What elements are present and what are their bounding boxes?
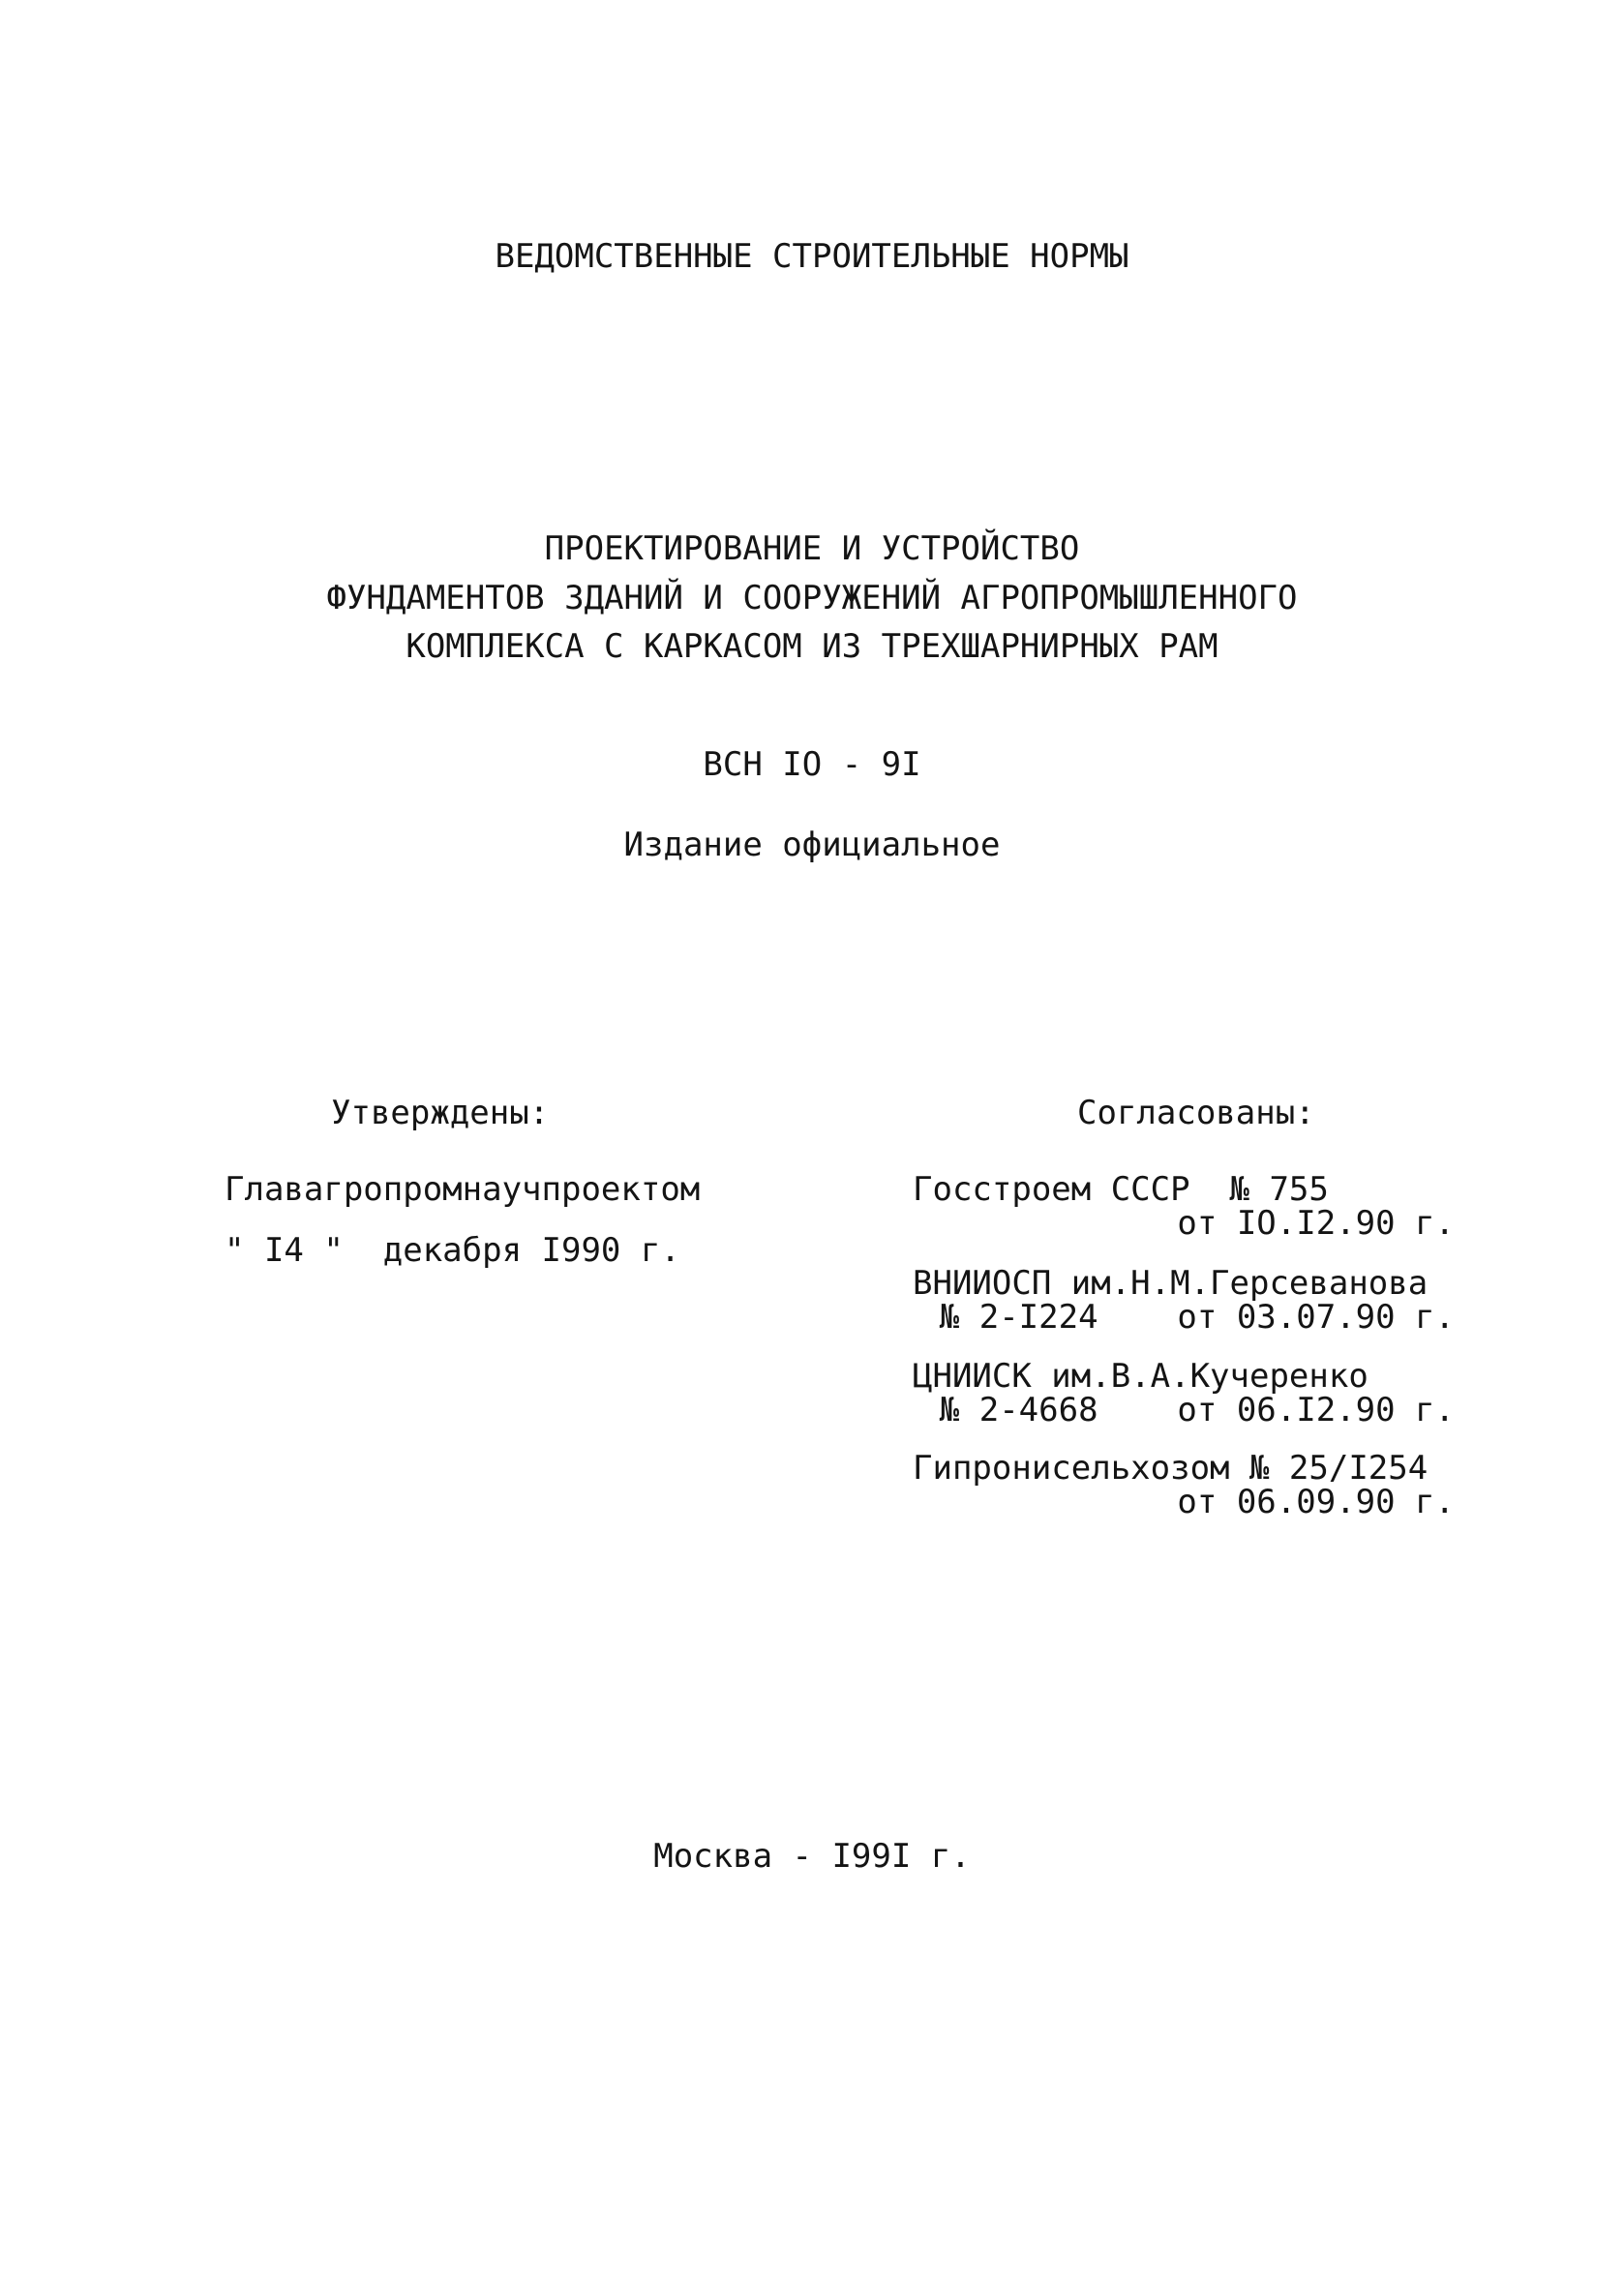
agreement-ref: № 2-4668 от 06.I2.90 г.	[939, 1391, 1455, 1429]
approved-label: Утверждены:	[331, 1094, 550, 1132]
title-line-1: ПРОЕКТИРОВАНИЕ И УСТРОЙСТВО	[544, 529, 1080, 568]
approved-by: Главагропромнаучпроектом	[225, 1170, 701, 1209]
agreement-org: ЦНИИСК им.В.А.Кучеренко	[913, 1357, 1368, 1396]
agreement-item	[913, 1357, 1455, 1429]
agreement-item	[913, 1449, 1455, 1521]
agreed-label: Согласованы:	[1077, 1094, 1315, 1132]
title-line-3: КОМПЛЕКСА С КАРКАСОМ ИЗ ТРЕХШАРНИРНЫХ РАМ	[406, 627, 1218, 666]
agreement-ref: № 2-I224 от 03.07.90 г.	[939, 1298, 1455, 1337]
agreement-org: Госстроем СССР № 755	[913, 1170, 1329, 1209]
agreement-ref: от IO.I2.90 г.	[1177, 1204, 1455, 1243]
approved-date: " I4 " декабря I990 г.	[225, 1231, 680, 1270]
agreement-org: Гипронисельхозом № 25/I254	[913, 1449, 1429, 1488]
agreement-ref: от 06.09.90 г.	[1177, 1483, 1455, 1521]
edition-note: Издание официальное	[623, 826, 1001, 864]
title-line-2: ФУНДАМЕНТОВ ЗДАНИЙ И СООРУЖЕНИЙ АГРОПРОМЫШЛЕННОГО	[326, 579, 1298, 617]
agreement-item	[913, 1170, 1455, 1243]
agreement-item	[913, 1264, 1455, 1337]
document-code: ВСН IO - 9I	[703, 745, 921, 784]
agreement-org: ВНИИОСП им.Н.М.Герсеванова	[913, 1264, 1429, 1303]
document-header: ВЕДОМСТВЕННЫЕ СТРОИТЕЛЬНЫЕ НОРМЫ	[495, 237, 1129, 276]
publication-place-year: Москва - I99I г.	[653, 1837, 971, 1876]
